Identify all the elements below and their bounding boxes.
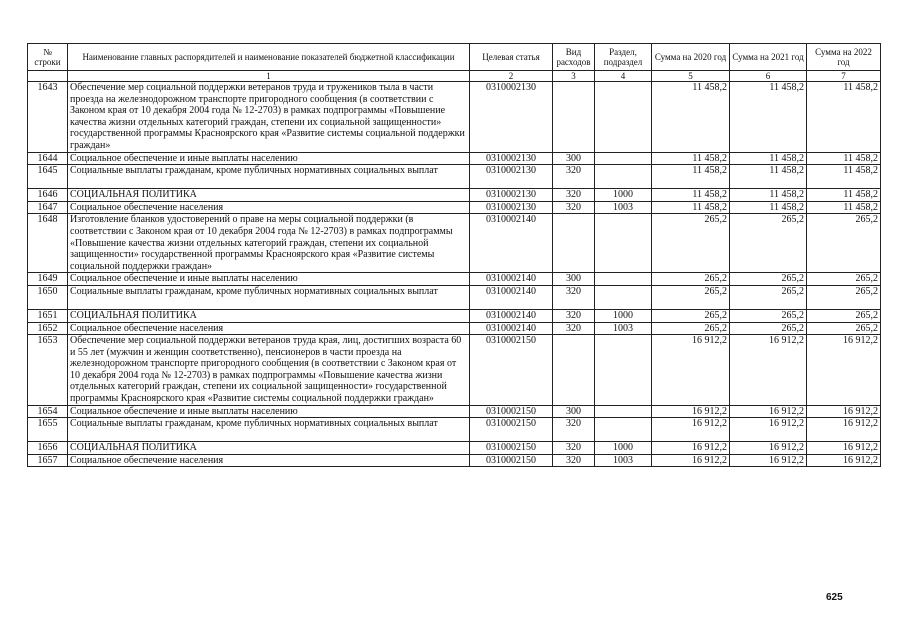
column-number: 5 [652,71,730,82]
row-number: 1650 [28,285,68,309]
row-sum-2020: 11 458,2 [652,201,730,214]
row-sum-2021: 16 912,2 [730,454,807,467]
row-sum-2020: 265,2 [652,214,730,273]
header-section: Раздел, подраздел [595,44,652,71]
column-number: 3 [553,71,595,82]
row-sum-2021: 16 912,2 [730,418,807,442]
row-target-article: 0310002150 [470,454,553,467]
row-name: Обеспечение мер социальной поддержки ветеранов труда и тружеников тыла в части проезда на железнодорожном транспорте пригородного сообщения (в соответствии с Законом края от 10 декабря 2004 года № 12-2703) в рамках подпрограммы «Повышение качества жизни отдельных категорий граждан, степени их социальной защищенности» государственной программы Красноярского края «Развитие системы социальной поддержки граждан» [68,82,470,153]
row-sum-2020: 11 458,2 [652,165,730,189]
table-body [28,82,881,467]
table-row [28,214,881,273]
row-expense-type [553,82,595,153]
row-expense-type: 320 [553,322,595,335]
table-row [28,454,881,467]
row-section [595,152,652,165]
row-target-article: 0310002130 [470,82,553,153]
row-name: СОЦИАЛЬНАЯ ПОЛИТИКА [68,189,470,202]
row-expense-type: 320 [553,201,595,214]
row-sum-2021: 265,2 [730,309,807,322]
row-target-article: 0310002130 [470,189,553,202]
row-sum-2021: 11 458,2 [730,152,807,165]
row-target-article: 0310002140 [470,214,553,273]
row-section [595,418,652,442]
table-row [28,335,881,406]
row-sum-2020: 16 912,2 [652,454,730,467]
row-number: 1644 [28,152,68,165]
row-sum-2021: 16 912,2 [730,442,807,455]
row-sum-2021: 265,2 [730,285,807,309]
row-sum-2020: 265,2 [652,322,730,335]
row-name: Социальное обеспечение и иные выплаты населению [68,405,470,418]
header-sum-2021: Сумма на 2021 год [730,44,807,71]
row-target-article: 0310002140 [470,273,553,286]
row-number: 1656 [28,442,68,455]
row-target-article: 0310002130 [470,165,553,189]
page-number: 625 [826,592,843,603]
row-number: 1651 [28,309,68,322]
row-name: Социальные выплаты гражданам, кроме публичных нормативных социальных выплат [68,285,470,309]
row-section [595,335,652,406]
column-number: 2 [470,71,553,82]
row-name: Изготовление бланков удостоверений о праве на меры социальной поддержки (в соответствии с Законом края от 10 декабря 2004 года № 12-2703) в рамках подпрограммы «Повышение качества жизни отдельных категорий граждан, степени их социальной защищенности» государственной программы Красноярского края «Развитие системы социальной поддержки граждан» [68,214,470,273]
table-header-row [28,44,881,71]
row-section [595,405,652,418]
header-sum-2022: Сумма на 2022 год [807,44,881,71]
row-sum-2022: 16 912,2 [807,442,881,455]
row-sum-2021: 11 458,2 [730,82,807,153]
row-sum-2022: 11 458,2 [807,152,881,165]
table-row [28,322,881,335]
row-sum-2021: 265,2 [730,322,807,335]
row-sum-2020: 11 458,2 [652,82,730,153]
row-expense-type [553,214,595,273]
table-row [28,442,881,455]
row-sum-2022: 265,2 [807,309,881,322]
row-sum-2020: 265,2 [652,273,730,286]
row-name: Социальное обеспечение и иные выплаты населению [68,273,470,286]
row-target-article: 0310002130 [470,201,553,214]
row-expense-type: 320 [553,442,595,455]
column-number: 6 [730,71,807,82]
row-expense-type [553,335,595,406]
row-sum-2021: 265,2 [730,214,807,273]
row-sum-2021: 11 458,2 [730,189,807,202]
row-name: Социальные выплаты гражданам, кроме публичных нормативных социальных выплат [68,165,470,189]
row-sum-2021: 16 912,2 [730,335,807,406]
row-sum-2020: 265,2 [652,309,730,322]
header-target-article: Целевая статья [470,44,553,71]
column-number-row [28,71,881,82]
row-name: Обеспечение мер социальной поддержки ветеранов труда края, лиц, достигших возраста 60 и 55 лет (мужчин и женщин соответственно), пенсионеров в части проезда на железнодорожном транспорте пригородного сообщения (в соответствии с Законом края от 10 декабря 2004 года № 12-2703) в рамках подпрограммы «Повышение качества жизни отдельных категорий граждан, степени их социальной защищенности» государственной программы Красноярского края «Развитие системы социальной поддержки граждан» [68,335,470,406]
table-row [28,273,881,286]
row-expense-type: 320 [553,418,595,442]
row-number: 1645 [28,165,68,189]
table-row [28,405,881,418]
row-section: 1003 [595,201,652,214]
row-number: 1648 [28,214,68,273]
row-section: 1003 [595,322,652,335]
row-expense-type: 320 [553,285,595,309]
column-number: 4 [595,71,652,82]
row-sum-2022: 11 458,2 [807,201,881,214]
row-name: Социальное обеспечение и иные выплаты населению [68,152,470,165]
row-section [595,285,652,309]
row-number: 1647 [28,201,68,214]
row-sum-2020: 265,2 [652,285,730,309]
header-name: Наименование главных распорядителей и наименование показателей бюджетной классификации [68,44,470,71]
table-row [28,82,881,153]
row-expense-type: 300 [553,273,595,286]
row-number: 1643 [28,82,68,153]
header-row-number: № строки [28,44,68,71]
column-number: 1 [68,71,470,82]
header-expense-type: Вид расходов [553,44,595,71]
row-section [595,82,652,153]
row-sum-2022: 11 458,2 [807,82,881,153]
row-sum-2022: 265,2 [807,322,881,335]
budget-table [27,43,881,467]
row-sum-2022: 16 912,2 [807,335,881,406]
row-target-article: 0310002150 [470,442,553,455]
row-sum-2021: 265,2 [730,273,807,286]
row-target-article: 0310002150 [470,405,553,418]
table-row [28,165,881,189]
row-sum-2020: 16 912,2 [652,405,730,418]
row-section: 1000 [595,442,652,455]
row-expense-type: 320 [553,309,595,322]
column-number: 7 [807,71,881,82]
row-section [595,165,652,189]
row-number: 1655 [28,418,68,442]
table-row [28,201,881,214]
row-name: Социальное обеспечение населения [68,322,470,335]
row-sum-2022: 16 912,2 [807,405,881,418]
row-target-article: 0310002140 [470,309,553,322]
table-row [28,309,881,322]
row-target-article: 0310002140 [470,285,553,309]
row-sum-2020: 16 912,2 [652,335,730,406]
row-sum-2021: 11 458,2 [730,165,807,189]
row-sum-2022: 16 912,2 [807,454,881,467]
table-row [28,285,881,309]
table-row [28,152,881,165]
row-sum-2020: 11 458,2 [652,189,730,202]
row-sum-2022: 265,2 [807,285,881,309]
row-sum-2020: 16 912,2 [652,442,730,455]
header-sum-2020: Сумма на 2020 год [652,44,730,71]
row-expense-type: 320 [553,165,595,189]
row-number: 1657 [28,454,68,467]
row-section: 1003 [595,454,652,467]
row-sum-2020: 11 458,2 [652,152,730,165]
row-number: 1652 [28,322,68,335]
row-expense-type: 300 [553,152,595,165]
row-section: 1000 [595,189,652,202]
row-expense-type: 300 [553,405,595,418]
row-sum-2021: 11 458,2 [730,201,807,214]
row-name: Социальное обеспечение населения [68,201,470,214]
row-name: СОЦИАЛЬНАЯ ПОЛИТИКА [68,442,470,455]
row-sum-2022: 11 458,2 [807,189,881,202]
table-row [28,418,881,442]
row-section [595,273,652,286]
row-sum-2022: 265,2 [807,214,881,273]
row-expense-type: 320 [553,189,595,202]
row-sum-2022: 16 912,2 [807,418,881,442]
row-section [595,214,652,273]
column-number [28,71,68,82]
row-sum-2021: 16 912,2 [730,405,807,418]
row-sum-2022: 265,2 [807,273,881,286]
row-expense-type: 320 [553,454,595,467]
row-number: 1649 [28,273,68,286]
row-name: Социальное обеспечение населения [68,454,470,467]
row-name: Социальные выплаты гражданам, кроме публичных нормативных социальных выплат [68,418,470,442]
row-target-article: 0310002150 [470,335,553,406]
row-section: 1000 [595,309,652,322]
row-sum-2020: 16 912,2 [652,418,730,442]
row-name: СОЦИАЛЬНАЯ ПОЛИТИКА [68,309,470,322]
row-target-article: 0310002150 [470,418,553,442]
row-number: 1646 [28,189,68,202]
row-target-article: 0310002140 [470,322,553,335]
row-sum-2022: 11 458,2 [807,165,881,189]
row-number: 1653 [28,335,68,406]
row-target-article: 0310002130 [470,152,553,165]
table-row [28,189,881,202]
row-number: 1654 [28,405,68,418]
